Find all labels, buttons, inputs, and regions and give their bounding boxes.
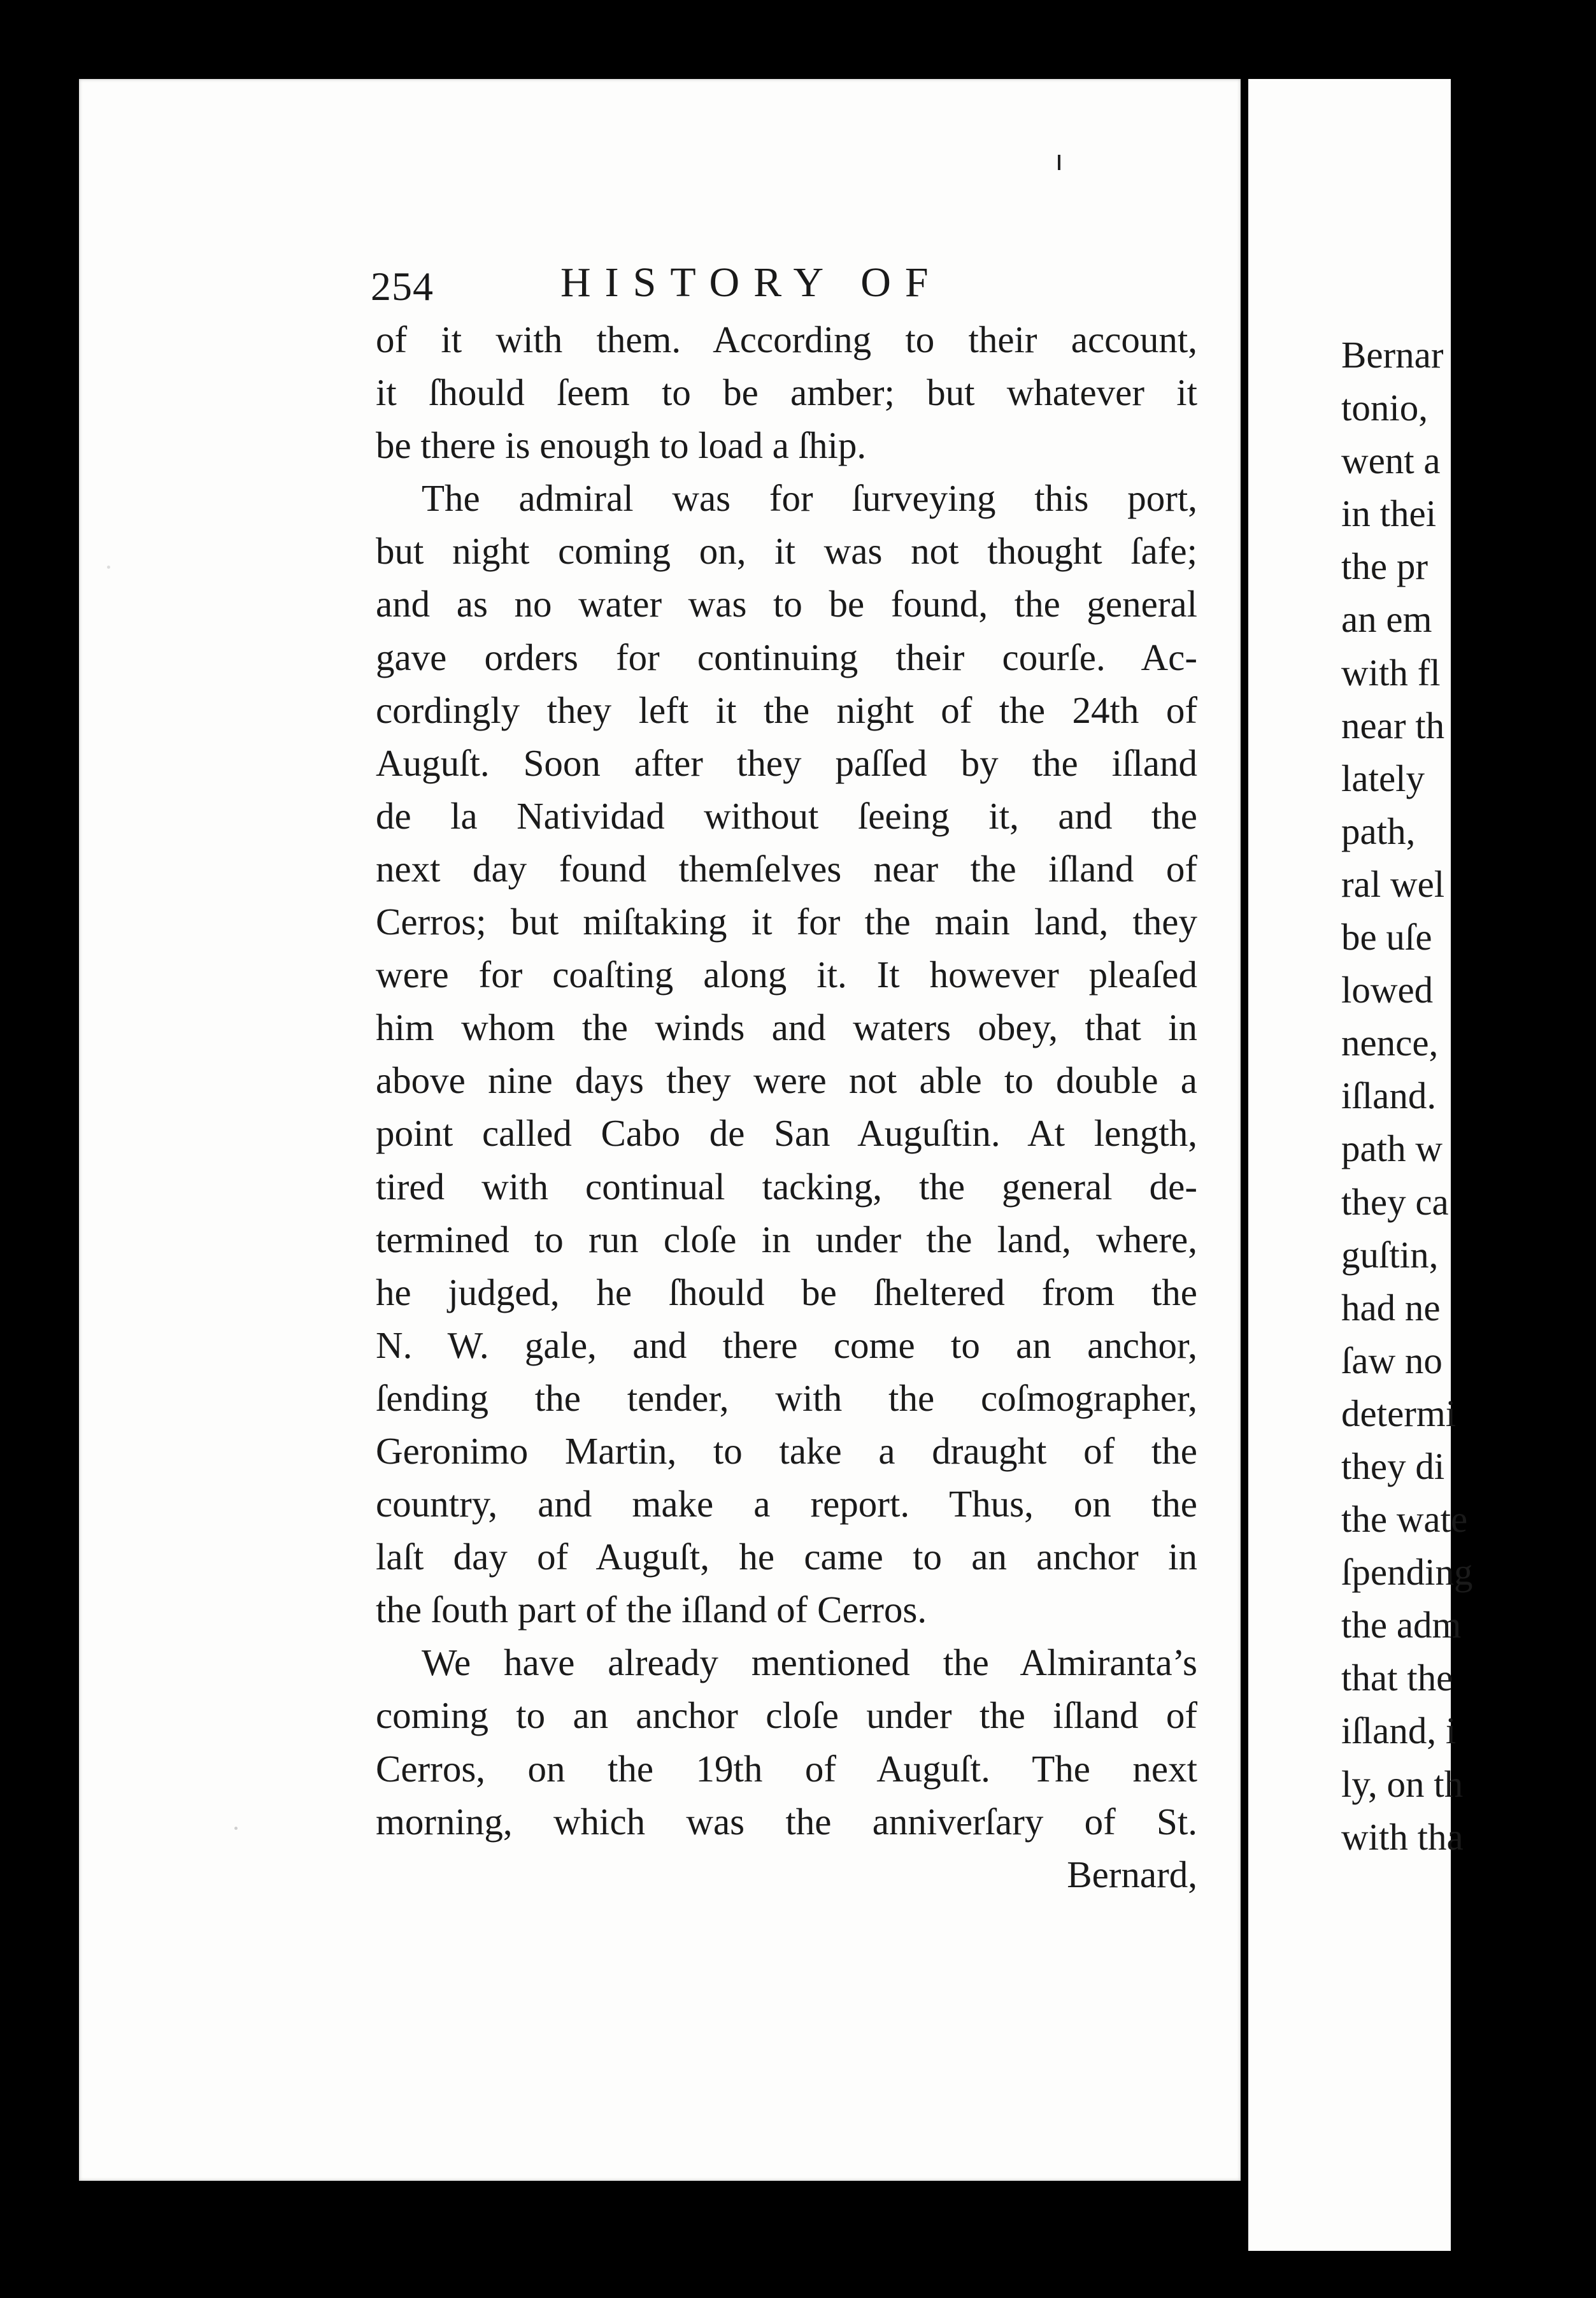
text-line: iſland. [1341,1074,1437,1117]
text-line: in thei [1341,492,1437,535]
text-line: be there is enough to load a ſhip. [376,424,867,467]
text-line: Geronimo Martin, to take a draught of the [376,1429,1197,1472]
text-line: guſtin, [1341,1233,1439,1276]
text-line: the pr [1341,545,1428,588]
text-line: he judged, he ſhould be ſheltered from the [376,1271,1197,1313]
text-line: termined to run cloſe in under the land, where, [376,1218,1197,1260]
text-line: ſpending [1341,1551,1473,1594]
text-line: were for coaſting along it. It however pleaſed [376,953,1197,996]
text-line: gave orders for continuing their courſe. Ac- [376,636,1197,678]
text-line: the wate [1341,1498,1468,1541]
text-line: be uſe [1341,916,1432,959]
text-line: tonio, [1341,387,1429,429]
catchword: Bernard, [1067,1853,1197,1895]
text-line: and as no water was to be found, the general [376,583,1197,625]
text-line: nence, [1341,1022,1439,1064]
text-line: near th [1341,704,1445,746]
text-line: lowed [1341,969,1434,1011]
text-line: tired with continual tacking, the general de- [376,1165,1197,1208]
text-line: with fl [1341,651,1441,694]
text-line: N. W. gale, and there come to an anchor, [376,1324,1197,1366]
paper-speck [234,1827,238,1830]
text-line: Cerros, on the 19th of Auguſt. The next [376,1747,1197,1790]
text-line: cordingly they left it the night of the 24th of [376,689,1197,731]
page-number: 254 [371,264,434,309]
text-line: with tha [1341,1815,1464,1858]
text-line: laſt day of Auguſt, he came to an anchor in [376,1536,1197,1578]
text-line: that the [1341,1657,1453,1699]
left-page-text [376,313,1197,1901]
text-line: iſland, i [1341,1709,1457,1752]
text-line: coming to an anchor cloſe under the iſland of [376,1694,1197,1737]
text-line: ſending the tender, with the coſmographer, [376,1376,1197,1419]
text-line: it ſhould ſeem to be amber; but whatever it [376,371,1197,414]
gutter-mark [1058,155,1060,170]
text-line: country, and make a report. Thus, on the [376,1483,1197,1525]
text-line: ſaw no [1341,1339,1443,1381]
text-line: the ſouth part of the iſland of Cerros. [376,1588,927,1631]
text-line: an em [1341,598,1432,641]
running-head [293,248,1178,318]
text-line: path, [1341,810,1416,852]
text-line: above nine days they were not able to double a [376,1059,1197,1102]
text-line: We have already mentioned the Almiranta’s [422,1641,1197,1684]
text-line: lately [1341,757,1425,799]
text-line: ly, on th [1341,1762,1464,1805]
text-line: they ca [1341,1180,1449,1223]
text-line: Bernar [1341,334,1444,376]
right-page-fragment [1248,79,1473,2251]
text-line: path w [1341,1127,1443,1170]
text-line: the adm [1341,1604,1462,1646]
text-line: they di [1341,1445,1445,1487]
text-line: of it with them. According to their account, [376,318,1197,360]
text-line: Cerros; but miſtaking it for the main land, they [376,901,1197,943]
text-line: ral wel [1341,862,1445,905]
text-line: but night coming on, it was not thought ſafe; [376,530,1197,573]
text-line: had ne [1341,1286,1441,1329]
text-line: next day found themſelves near the iſland of [376,847,1197,890]
right-page-text [1341,329,1596,1864]
paper-speck [107,566,110,569]
text-line: point called Cabo de San Auguſtin. At length, [376,1112,1197,1155]
text-line: Auguſt. Soon after they paſſed by the iſland [376,741,1197,784]
text-line: morning, which was the anniverſary of St. [376,1800,1197,1843]
text-line: de la Natividad without ſeeing it, and the [376,794,1197,837]
text-line: determi [1341,1392,1457,1434]
running-head-title: HISTORY OF [560,259,943,306]
text-line: The admiral was for ſurveying this port, [422,477,1197,520]
text-line: went a [1341,439,1441,482]
text-line: him whom the winds and waters obey, that in [376,1006,1197,1049]
